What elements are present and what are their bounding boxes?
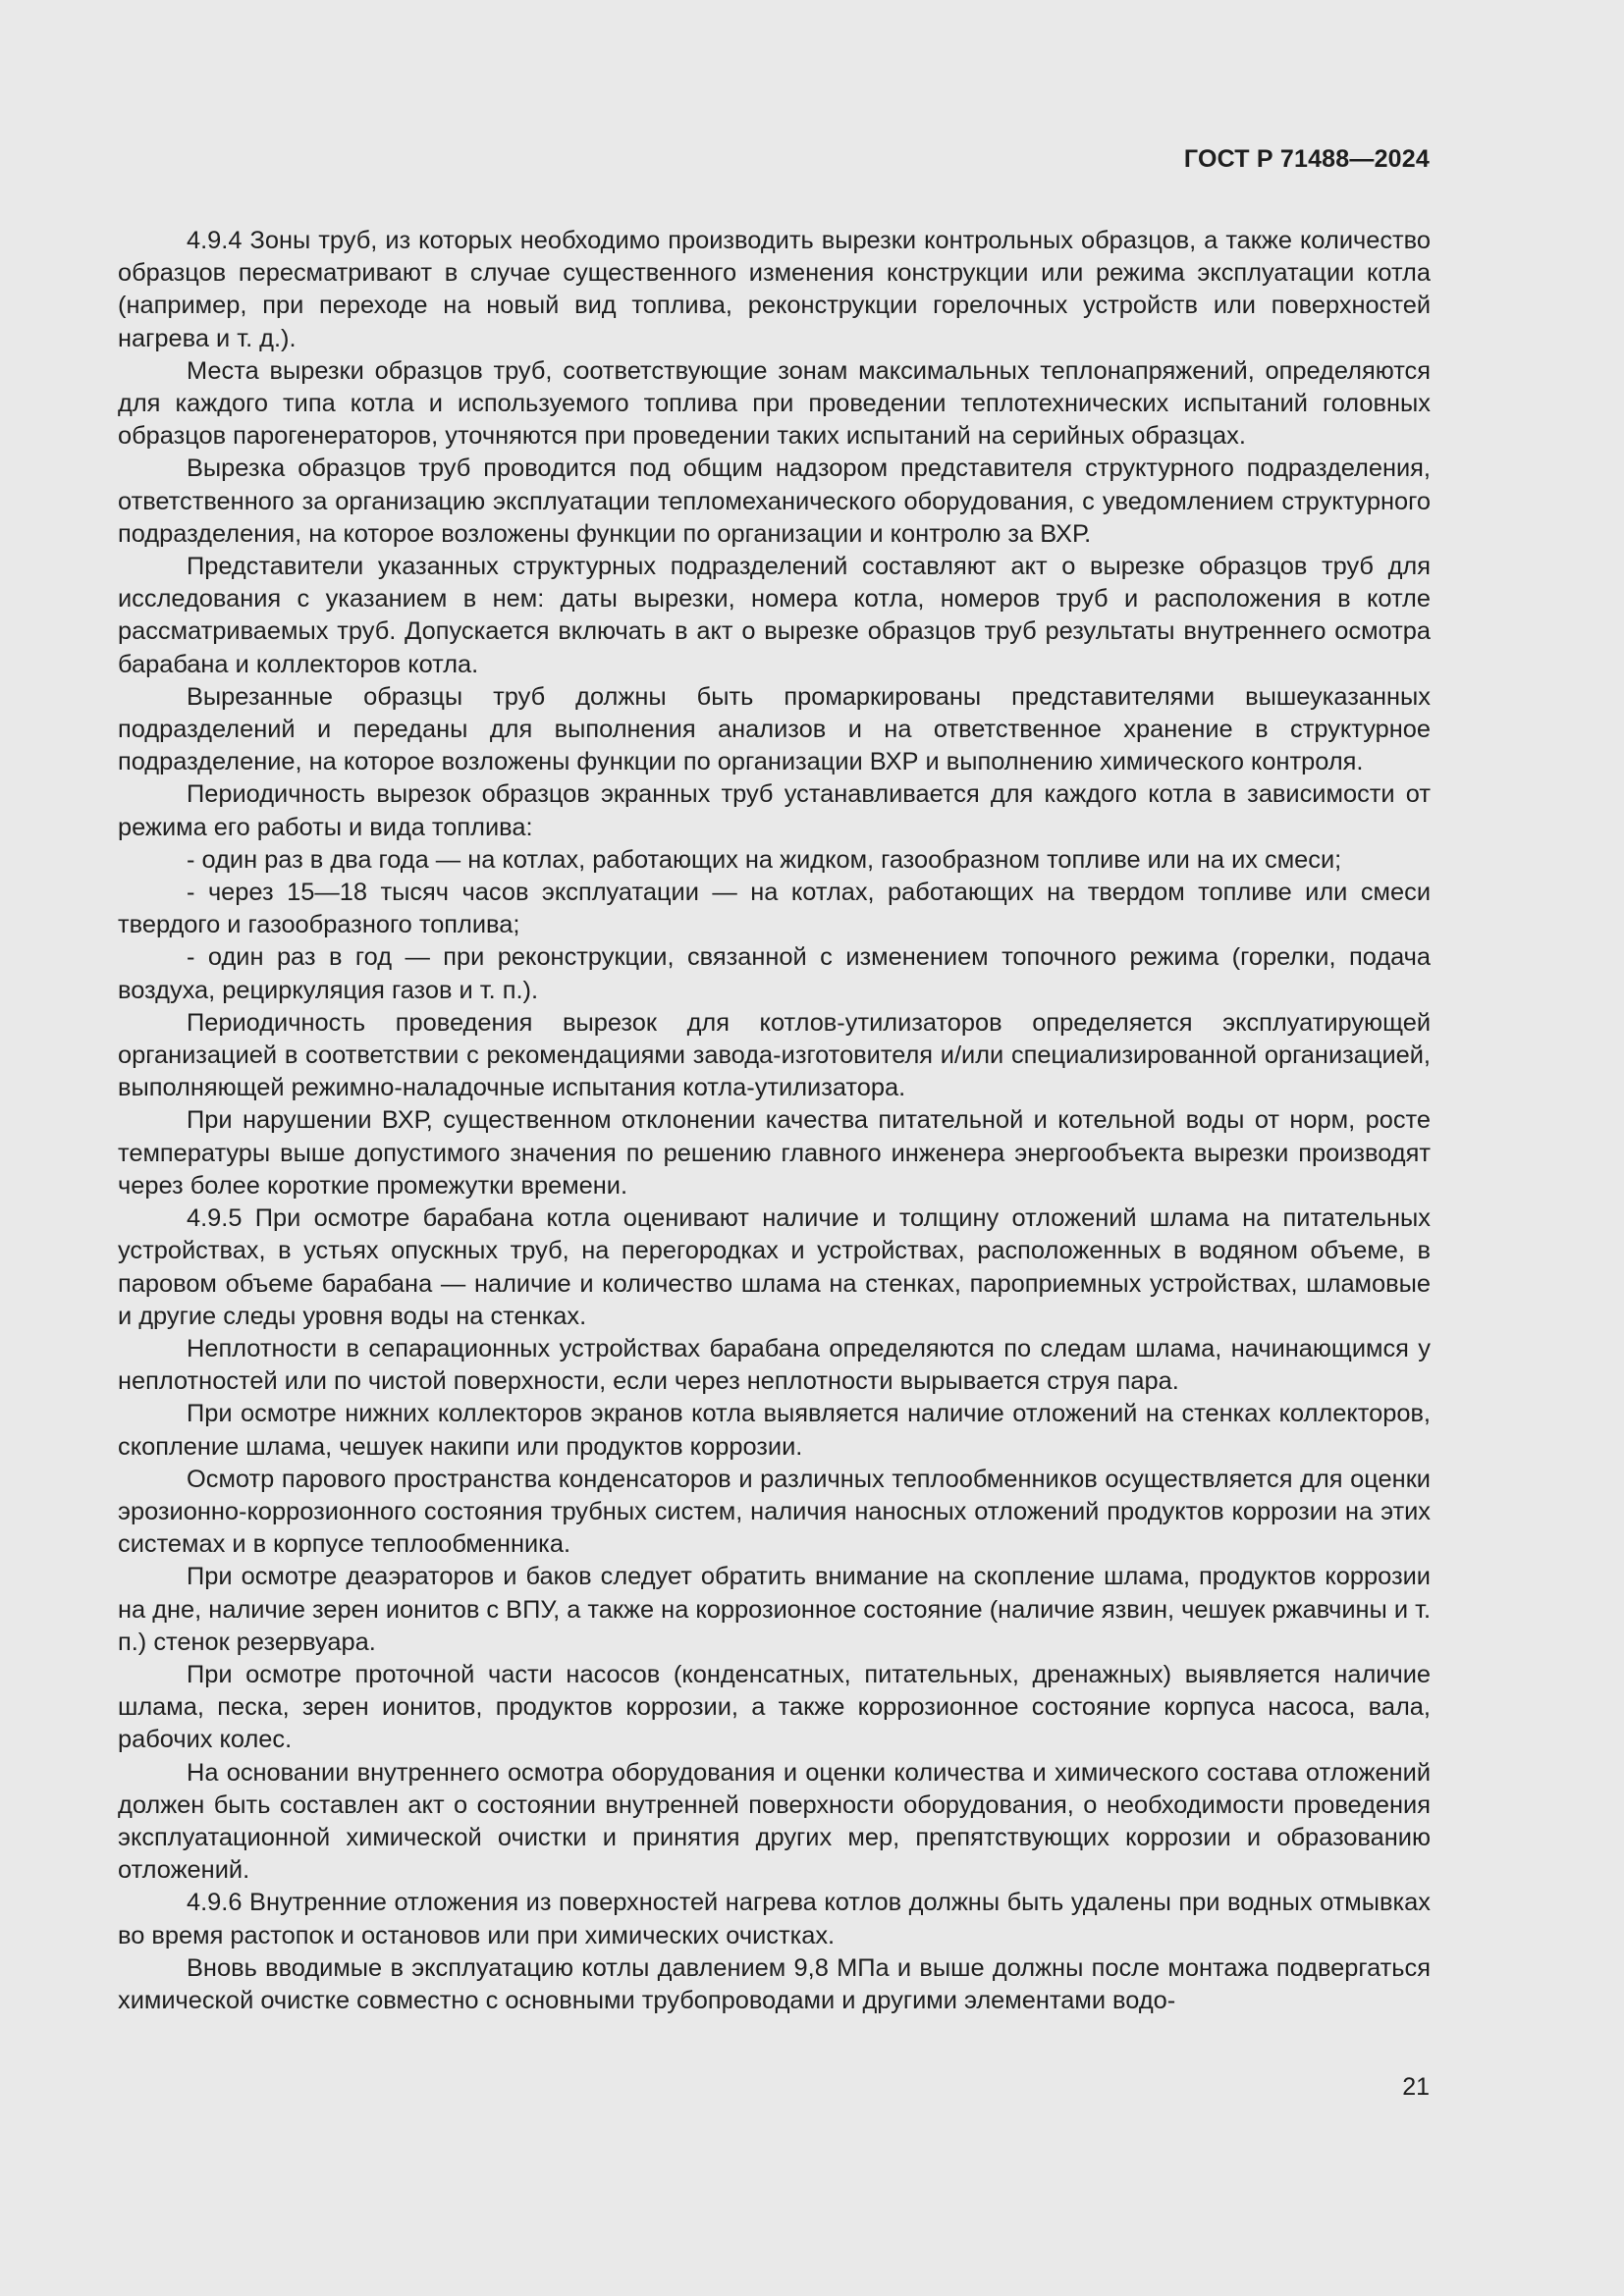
paragraph: Осмотр парового пространства конденсаторов и различных теплообменников осуществляется для оценки эрозионно-коррозионного состояния трубных систем, наличия наносных отложений продуктов коррозии на этих системах и в корпусе теплообменника. (118, 1465, 1431, 1559)
list-item: - один раз в год — при реконструкции, связанной с изменением топочного режима (горелки, подача воздуха, рециркуляция газов и т. п.). (118, 943, 1431, 1004)
document-code-header: ГОСТ Р 71488—2024 (1183, 145, 1430, 173)
paragraph: При нарушении ВХР, существенном отклонении качества питательной и котельной воды от норм, росте температуры выше допустимого значения по решению главного инженера энергообъекта вырезки производят через более короткие промежутки времени. (118, 1106, 1431, 1200)
paragraph: При осмотре деаэраторов и баков следует обратить внимание на скопление шлама, продуктов коррозии на дне, наличие зерен ионитов с ВПУ, а также на коррозионное состояние (наличие язвин, чешуек ржавчины и т. п.) стенок резервуара. (118, 1563, 1431, 1656)
paragraph: Места вырезки образцов труб, соответствующие зонам максимальных теплонапряжений, определяются для каждого типа котла и используемого топлива при проведении теплотехнических испытаний головных образцов парогенераторов, уточняются при проведении таких испытаний на серийных образцах. (118, 356, 1431, 451)
paragraph: Вновь вводимые в эксплуатацию котлы давлением 9,8 МПа и выше должны после монтажа подвергаться химической очистке совместно с основными трубопроводами и другими элементами водо- (118, 1953, 1431, 2014)
paragraph: Вырезанные образцы труб должны быть промаркированы представителями вышеуказанных подразделений и переданы для выполнения анализов и на ответственное хранение в структурное подразделение, на которое возложены функции по организации ВХР и выполнению химического контроля. (118, 682, 1431, 776)
paragraph: Вырезка образцов труб проводится под общим надзором представителя структурного подразделения, ответственного за организацию эксплуатации тепломеханического оборудования, с уведомлением структурного подразделения, на которое возложены функции по организации и контролю за ВХР. (118, 454, 1431, 548)
paragraph: 4.9.4 Зоны труб, из которых необходимо производить вырезки контрольных образцов, а также количество образцов пересматривают в случае существенного изменения конструкции или режима эксплуатации котла (например, при переходе на новый вид топлива, реконструкции горелочных устройств или поверхностей нагрева и т. д.). (118, 227, 1431, 352)
paragraph: 4.9.5 При осмотре барабана котла оценивают наличие и толщину отложений шлама на питательных устройствах, в устьях опускных труб, на перегородках и устройствах, расположенных в водяном объеме, в паровом объеме барабана — наличие и количество шлама на стенках, пароприемных устройствах, шламовые и другие следы уровня воды на стенках. (118, 1204, 1431, 1330)
paragraph: При осмотре проточной части насосов (конденсатных, питательных, дренажных) выявляется наличие шлама, песка, зерен ионитов, продуктов коррозии, а также коррозионное состояние корпуса насоса, вала, рабочих колес. (118, 1660, 1431, 1754)
list-item: - один раз в два года — на котлах, работающих на жидком, газообразном топливе или на их смеси; (187, 845, 1342, 874)
paragraph: Периодичность вырезок образцов экранных труб устанавливается для каждого котла в зависимости от режима его работы и вида топлива: (118, 780, 1431, 841)
paragraph: Периодичность проведения вырезок для котлов-утилизаторов определяется эксплуатирующей организацией в соответствии с рекомендациями завода-изготовителя и/или специализированной организацией, выполняющей режимно-наладочные испытания котла-утилизатора. (118, 1008, 1431, 1102)
paragraph: При осмотре нижних коллекторов экранов котла выявляется наличие отложений на стенках коллекторов, скопление шлама, чешуек накипи или продуктов коррозии. (118, 1400, 1431, 1461)
body-text (118, 225, 1431, 2017)
paragraph: На основании внутреннего осмотра оборудования и оценки количества и химического состава отложений должен быть составлен акт о состоянии внутренней поверхности оборудования, о необходимости проведения эксплуатационной химической очистки и принятия других мер, препятствующих коррозии и образованию отложений. (118, 1758, 1431, 1885)
paragraph: Неплотности в сепарационных устройствах барабана определяются по следам шлама, начинающимся у неплотностей или по чистой поверхности, если через неплотности вырывается струя пара. (118, 1334, 1431, 1396)
paragraph: 4.9.6 Внутренние отложения из поверхностей нагрева котлов должны быть удалены при водных отмывках во время растопок и остановов или при химических очистках. (118, 1889, 1431, 1949)
paragraph: Представители указанных структурных подразделений составляют акт о вырезке образцов труб для исследования с указанием в нем: даты вырезки, номера котла, номеров труб и расположения в котле рассматриваемых труб. Допускается включать в акт о вырезке образцов труб результаты внутреннего осмотра барабана и коллекторов котла. (118, 553, 1431, 678)
page-number: 21 (1402, 2073, 1430, 2101)
list-item: - через 15—18 тысяч часов эксплуатации — на котлах, работающих на твердом топливе или смеси твердого и газообразного топлива; (118, 879, 1431, 939)
